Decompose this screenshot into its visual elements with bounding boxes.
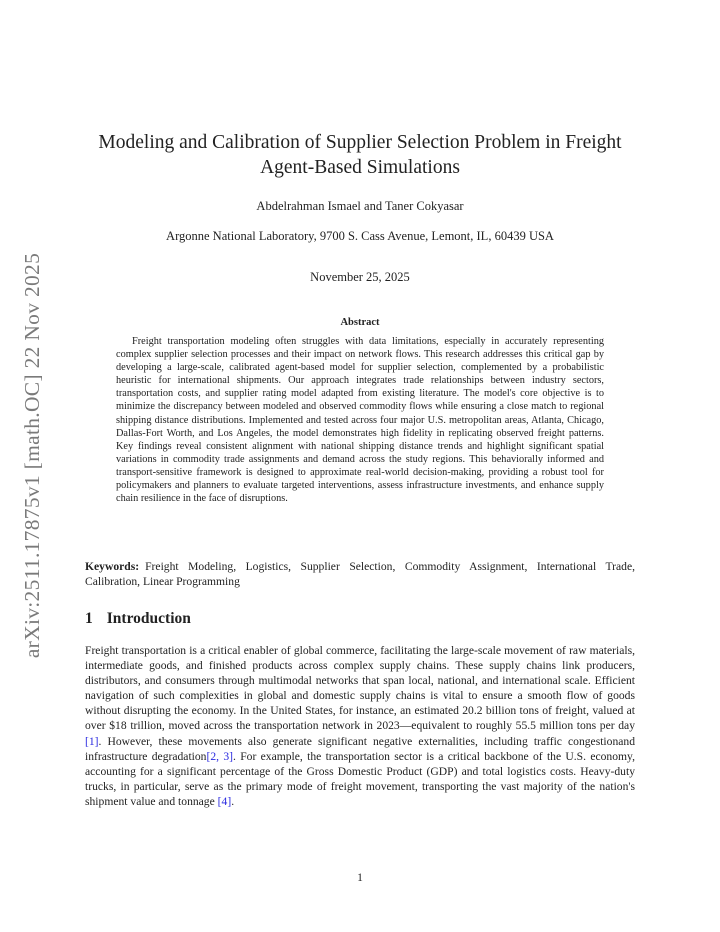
citation-link[interactable]: [4] bbox=[217, 794, 232, 808]
section-title: Introduction bbox=[106, 610, 191, 627]
paper-date: November 25, 2025 bbox=[310, 270, 410, 284]
keywords-paragraph bbox=[85, 559, 635, 589]
intro-text-part-3: . For example, the transportation sector is a critical backbone of the U.S. economy, accounting for a significant percentage of the Gross Domestic Product (GDP) and total logistics costs. Heavy-duty trucks, in particular, serve as the primary mode of freight movement, transporting the vast majority of the nation's shipment value and tonnage bbox=[85, 749, 635, 808]
paper-authors: Abdelrahman Ismael and Taner Cokyasar bbox=[256, 199, 464, 213]
intro-text-part-4: . bbox=[231, 794, 235, 808]
citation-link[interactable]: [1] bbox=[85, 734, 99, 748]
author-affiliation: Argonne National Laboratory, 9700 S. Cass Avenue, Lemont, IL, 60439 USA bbox=[166, 229, 554, 243]
intro-text-part-2: . However, these movements also generate significant negative externalities, including traffic congestionand infrastructure degradation bbox=[85, 734, 635, 763]
page-number: 1 bbox=[357, 871, 363, 884]
keywords-label: Keywords: bbox=[85, 560, 140, 573]
abstract-heading: Abstract bbox=[340, 317, 380, 328]
keywords-text: Freight Modeling, Logistics, Supplier Selection, Commodity Assignment, International Trade, Calibration, Linear Programming bbox=[85, 560, 635, 588]
arxiv-identifier-text: arXiv:2511.17875v1 [math.OC] 22 Nov 2025 bbox=[20, 252, 45, 658]
intro-text-part-1: Freight transportation is a critical enabler of global commerce, facilitating the large-scale movement of raw materials, intermediate goods, and finished products across complex supply chains. These supply chains link producers, distributors, and consumers through multimodal networks that span local, national, and international scale. Efficient navigation of such complexities in global and domestic supply chains is vital to ensure a smooth flow of goods without disrupting the economy. In the United States, for instance, an estimated 20.2 billion tons of freight, valued at over $18 trillion, moved across the transportation network in 2023—equivalent to roughly 55.5 million tons per day bbox=[85, 644, 635, 733]
introduction-paragraph bbox=[85, 643, 635, 809]
arxiv-identifier-stamp bbox=[10, 245, 56, 665]
abstract-text: Freight transportation modeling often struggles with data limitations, especially in accurately representing complex supplier selection processes and their impact on network flows. This research addresses this critical gap by developing a large-scale, calibrated agent-based model for supplier selection, complemented by a probabilistic heuristic for international shipments. Our approach integrates trade relationships between industry sectors, transportation costs, and supplier rating model adapted from existing literature. The model's core objective is to minimize the discrepancy between modeled and observed commodity flows while ensuring a close match to regional shipping distance distributions. Implemented and tested across four major U.S. metropolitan areas, Atlanta, Chicago, Dallas-Fort Worth, and Los Angeles, the model demonstrates high fidelity in replicating observed freight patterns. Key findings reveal consistent alignment with national shipping distance trends and highlight significant spatial variations in commodity trade assignments and demand across the study regions. This behaviorally informed and transport-sensitive framework is designed to approximate real-world decision-making, providing a robust tool for policymakers and planners to evaluate targeted interventions, assess infrastructure investments, and enhance supply chain resilience in the face of disruptions. bbox=[116, 336, 604, 505]
citation-link[interactable]: [2, 3] bbox=[206, 749, 234, 763]
paper-title: Modeling and Calibration of Supplier Selection Problem in Freight Agent-Based Simulations bbox=[98, 132, 622, 178]
section-heading-introduction bbox=[85, 610, 635, 628]
section-number: 1 bbox=[85, 610, 93, 627]
